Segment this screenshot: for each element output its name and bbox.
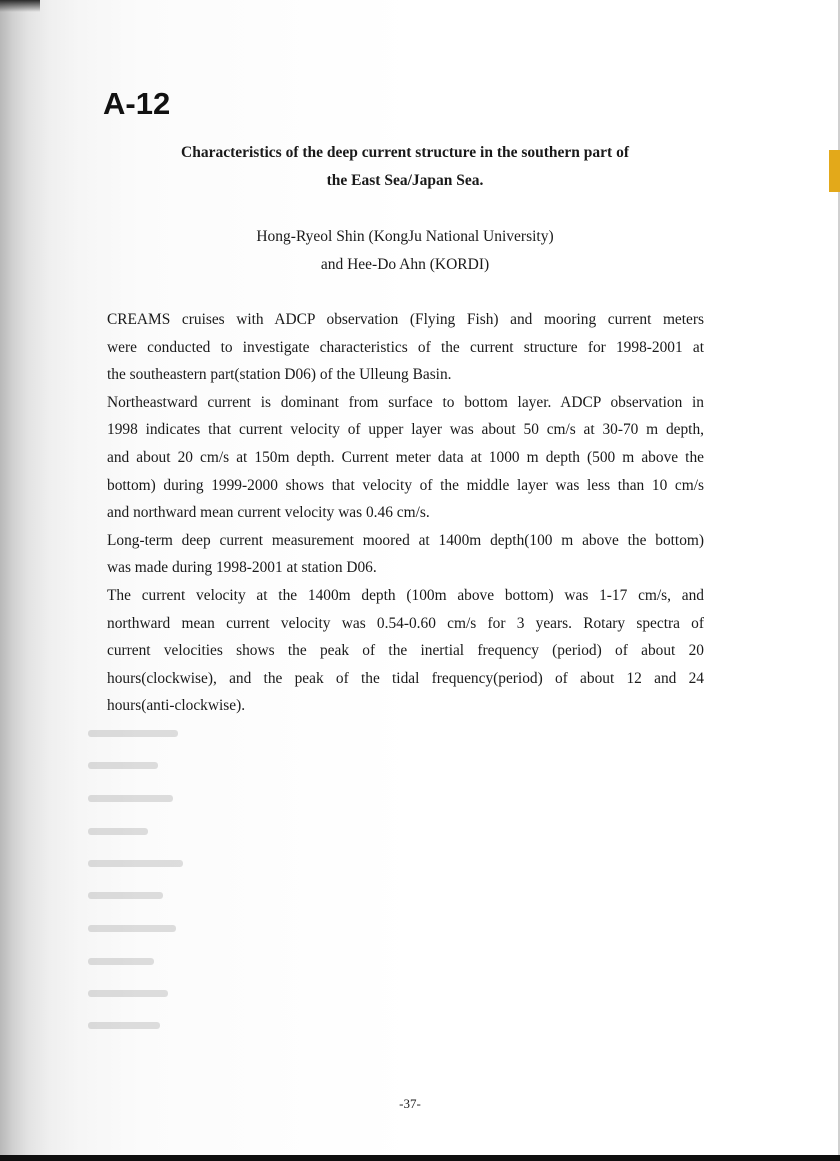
body-line: the southeastern part(station D06) of the Ulleung Basin. <box>107 366 452 384</box>
title-line: the East Sea/Japan Sea. <box>326 172 484 189</box>
author-line: and Hee-Do Ahn (KORDI) <box>320 256 490 273</box>
page-number: -37- <box>399 1096 421 1111</box>
body-line: hours(anti-clockwise). <box>107 697 246 715</box>
body-line: and about 20 cm/s at 150m depth. Current meter data at 1000 m depth (500 m above the <box>107 448 704 466</box>
paragraph <box>107 582 704 720</box>
abstract-code: A-12 <box>103 86 171 121</box>
scan-shadow-top <box>0 0 40 12</box>
body-line: was made during 1998-2001 at station D06. <box>107 559 377 577</box>
author-block <box>100 223 710 279</box>
body-line: were conducted to investigate characteristics of the current structure for 1998-2001 at <box>107 338 704 356</box>
body-line: Long-term deep current measurement moored at 1400m depth(100 m above the bottom) <box>107 531 704 549</box>
paragraph <box>107 306 704 389</box>
abstract-body <box>107 306 704 720</box>
show-through-bleed <box>88 700 198 1080</box>
body-line: CREAMS cruises with ADCP observation (Flying Fish) and mooring current meters <box>107 311 704 328</box>
body-line: hours(clockwise), and the peak of the tidal frequency(period) of about 12 and 24 <box>107 669 704 687</box>
scan-bottom-edge <box>0 1155 840 1161</box>
body-line: bottom) during 1999-2000 shows that velocity of the middle layer was less than 10 cm/s <box>107 476 704 494</box>
body-line: current velocities shows the peak of the inertial frequency (period) of about 20 <box>107 642 704 660</box>
title-line: Characteristics of the deep current structure in the southern part of <box>181 144 629 161</box>
paragraph <box>107 527 704 582</box>
body-line: northward mean current velocity was 0.54-0.60 cm/s for 3 years. Rotary spectra of <box>107 614 704 632</box>
body-line: and northward mean current velocity was 0.46 cm/s. <box>107 504 430 522</box>
paragraph <box>107 389 704 527</box>
author-line: Hong-Ryeol Shin (KongJu National University) <box>256 228 554 245</box>
body-line: 1998 indicates that current velocity of upper layer was about 50 cm/s at 30-70 m depth, <box>107 421 704 439</box>
index-tab-marker <box>829 150 840 192</box>
abstract-title <box>100 139 710 195</box>
body-line: Northeastward current is dominant from surface to bottom layer. ADCP observation in <box>107 393 704 411</box>
body-line: The current velocity at the 1400m depth (100m above bottom) was 1-17 cm/s, and <box>107 586 704 604</box>
